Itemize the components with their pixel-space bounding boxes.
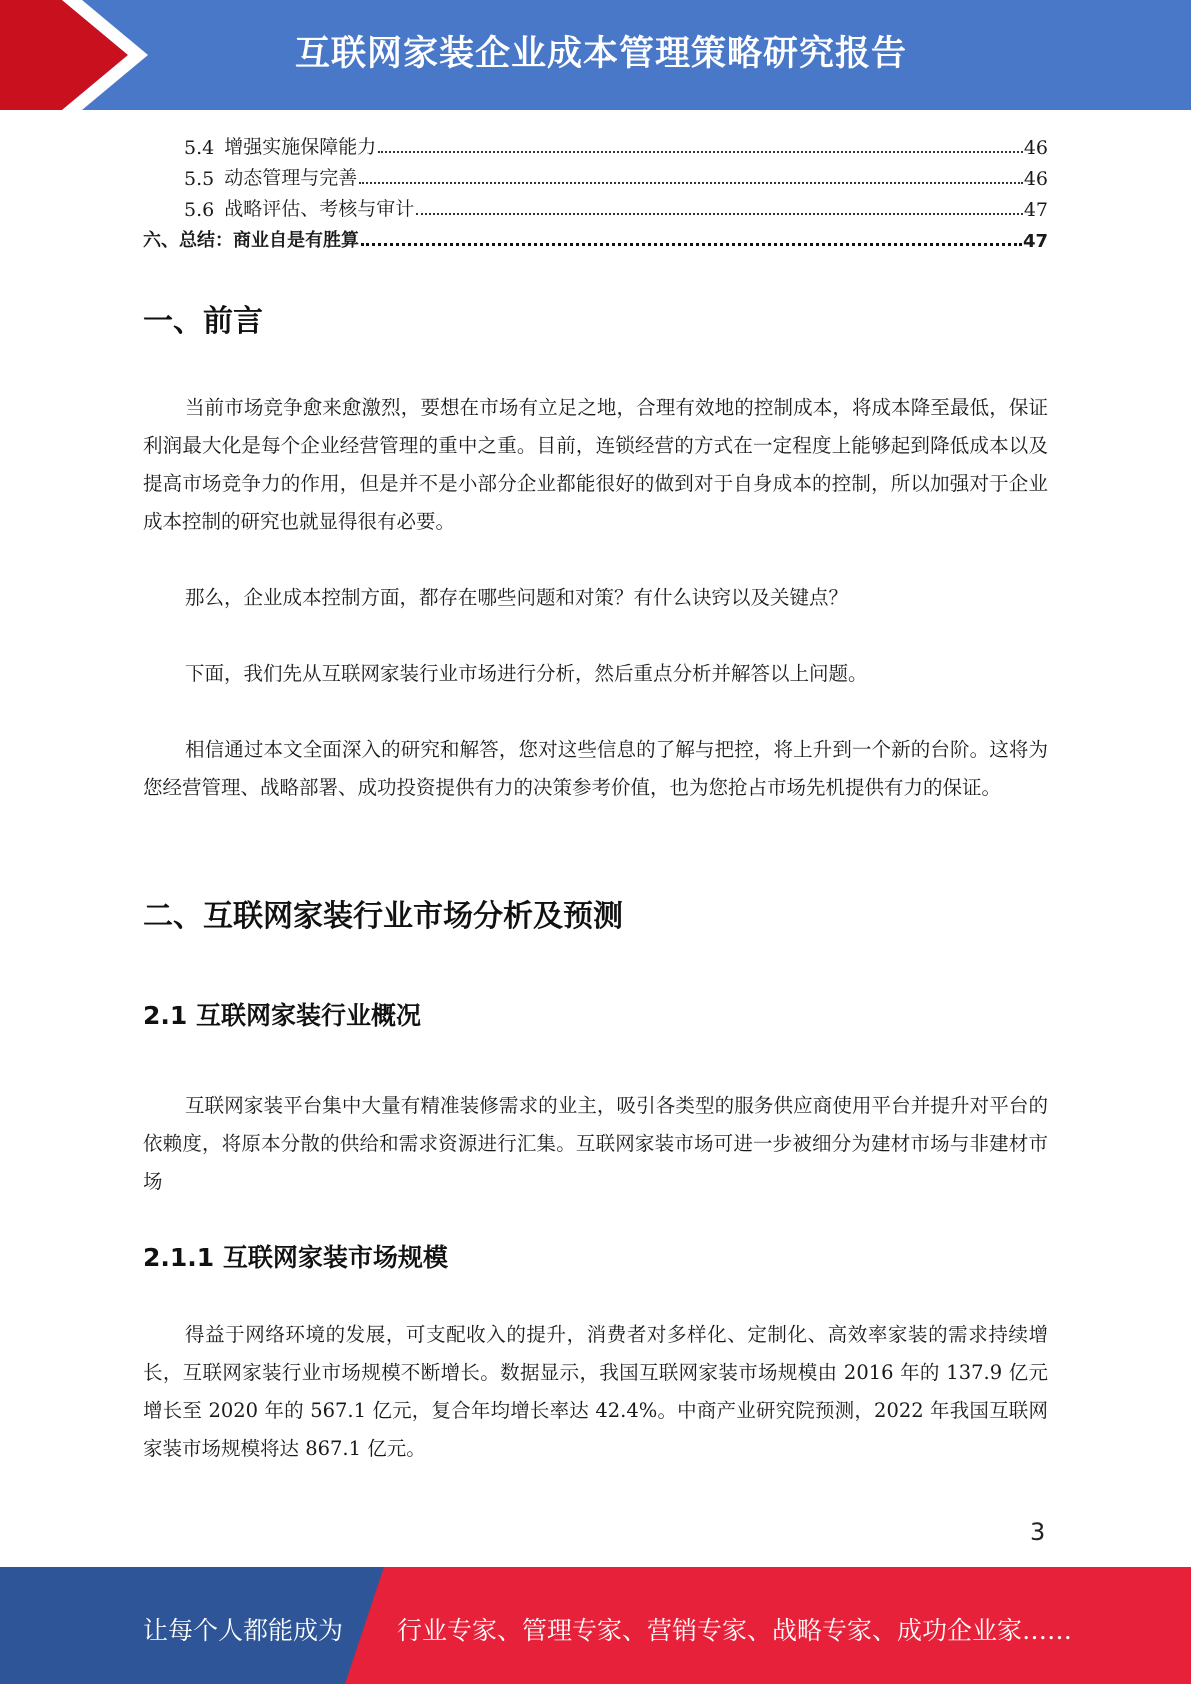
toc-entry[interactable] bbox=[143, 190, 1048, 221]
toc-entry[interactable] bbox=[143, 221, 1048, 252]
body-paragraph: 下面，我们先从互联网家装行业市场进行分析，然后重点分析并解答以上问题。 bbox=[185, 662, 868, 685]
page-footer bbox=[0, 1567, 1191, 1684]
toc-entry-number: 5.5 bbox=[184, 168, 215, 190]
header-title: 互联网家装企业成本管理策略研究报告 bbox=[295, 34, 908, 74]
toc-leader-dots bbox=[378, 151, 1023, 153]
footer-slogan-left: 让每个人都能成为 bbox=[143, 1616, 344, 1645]
body-paragraph: 互联网家装平台集中大量有精准装修需求的业主，吸引各类型的服务供应商使用平台并提升对平台的依赖度，将原本分散的供给和需求资源进行汇集。互联网家装市场可进一步被细分为建材市场与非建材市场 bbox=[143, 1094, 1048, 1193]
subsection-heading-overview: 2.1 互联网家装行业概况 bbox=[143, 1001, 421, 1030]
toc-entry-label: 六、总结：商业自是有胜算 bbox=[143, 230, 359, 251]
toc-entry-page: 47 bbox=[1023, 199, 1048, 221]
toc-leader-dots bbox=[359, 182, 1023, 184]
toc-entry-page: 47 bbox=[1022, 231, 1048, 252]
toc-entry[interactable] bbox=[143, 128, 1048, 159]
body-paragraph: 相信通过本文全面深入的研究和解答，您对这些信息的了解与把控，将上升到一个新的台阶。这将为您经营管理、战略部署、成功投资提供有力的决策参考价值，也为您抢占市场先机提供有力的保证。 bbox=[143, 738, 1048, 799]
body-paragraph: 那么，企业成本控制方面，都存在哪些问题和对策？有什么诀窍以及关键点？ bbox=[185, 586, 849, 609]
toc-entry-label: 增强实施保障能力 bbox=[224, 136, 377, 158]
toc-entry-page: 46 bbox=[1023, 137, 1048, 159]
toc-entry-number: 5.6 bbox=[184, 199, 215, 221]
toc-entry[interactable] bbox=[143, 159, 1048, 190]
body-paragraph: 得益于网络环境的发展，可支配收入的提升，消费者对多样化、定制化、高效率家装的需求持续增长，互联网家装行业市场规模不断增长。数据显示，我国互联网家装市场规模由 2016 年的 137.9 亿元增长至 2020 年的 567.1 亿元，复合年均增长率达 42.4%。中商产业研究院预测，2022 年我国互联网家装市场规模将达 867.1 亿元。 bbox=[143, 1323, 1048, 1460]
section-heading-preface: 一、前言 bbox=[143, 304, 263, 339]
footer-slogan-right: 行业专家、管理专家、营销专家、战略专家、成功企业家…… bbox=[397, 1616, 1073, 1645]
page-header bbox=[0, 0, 1191, 110]
section-heading-market-analysis: 二、互联网家装行业市场分析及预测 bbox=[143, 899, 623, 934]
table-of-contents bbox=[143, 128, 1048, 252]
subsection-heading-market-size: 2.1.1 互联网家装市场规模 bbox=[143, 1243, 448, 1272]
toc-entry-page: 46 bbox=[1023, 168, 1048, 190]
toc-entry-label: 战略评估、考核与审计 bbox=[224, 198, 415, 220]
toc-leader-dots bbox=[361, 243, 1022, 246]
toc-leader-dots bbox=[416, 213, 1023, 215]
toc-entry-label: 动态管理与完善 bbox=[224, 167, 358, 189]
toc-entry-number: 5.4 bbox=[184, 137, 215, 159]
page-number: 3 bbox=[1030, 1518, 1046, 1546]
body-paragraph: 当前市场竞争愈来愈激烈，要想在市场有立足之地，合理有效地的控制成本，将成本降至最低，保证利润最大化是每个企业经营管理的重中之重。目前，连锁经营的方式在一定程度上能够起到降低成本以及提高市场竞争力的作用，但是并不是小部分企业都能很好的做到对于自身成本的控制，所以加强对于企业成本控制的研究也就显得很有必要。 bbox=[143, 396, 1048, 533]
